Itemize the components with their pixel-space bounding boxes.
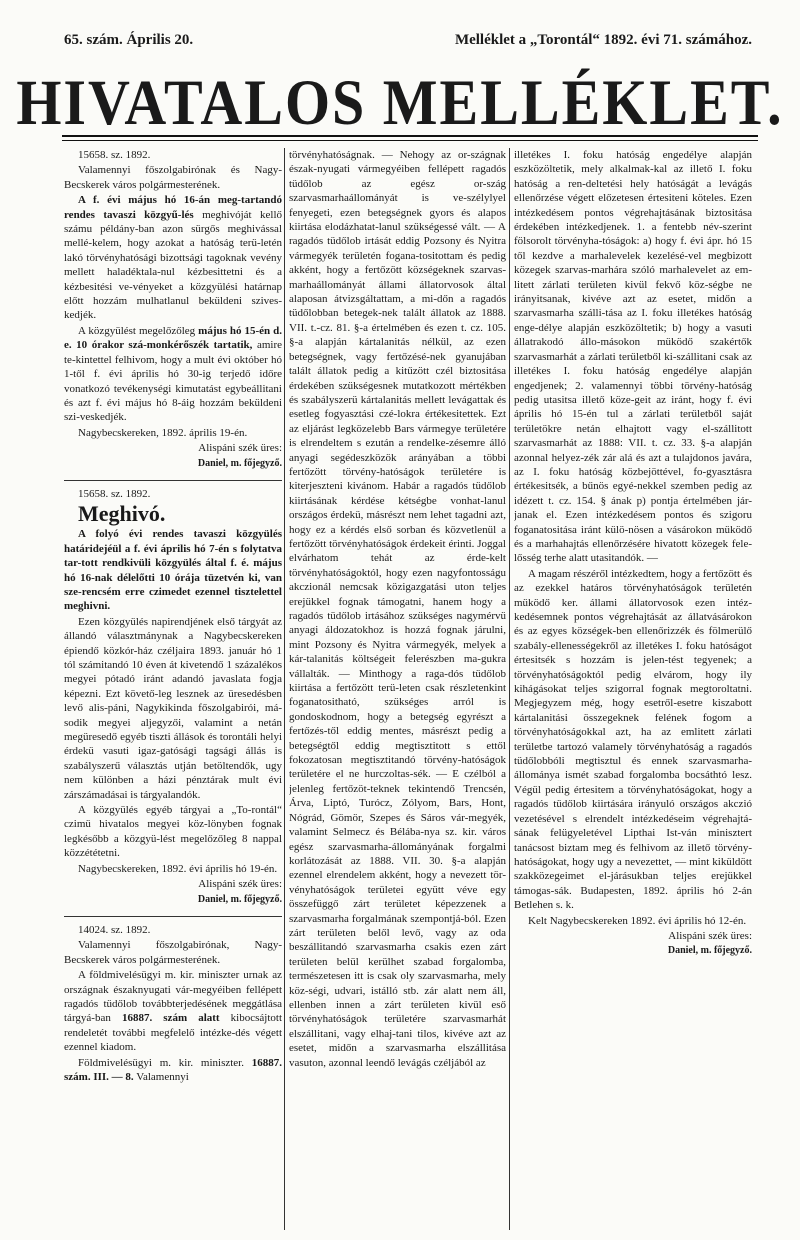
notice-number: 14024. sz. 1892. bbox=[78, 923, 151, 936]
notice-paragraph: Ezen közgyülés napirendjének első tárgyát az állandó választmánynak a Nagybecskereken épiendő közkór-ház czéljaira 1893. január hó 1 tól számitandó 10 éven át kivetendő 1 százalékos megyei pótadó iránt adandó javaslata fogja képezni. Ezt követő-leg lesznek az üresedésben levő alis-páni, Nagykikinda főszolgabirói, má-sodik megyei aljegyzői, valamint a netán megüresedő egyéb tiszti állások és torontáli helyi érdekü vasuti igaz-gatósági tagsági állás is szabályszerű választás utján betöltendők, ugy nem különben a házi pénztárak mult évi zárszámadásai is tárgyalandók. bbox=[64, 615, 282, 801]
masthead-rule bbox=[62, 135, 758, 137]
notice-paragraph: A f. évi május hó 16-án meg-tartandó rendes tavaszi közgyű-lés meghivóját kellő számu példány-ban azon sürgős meghivással mellé-kelem, hogy azokat a hatóság terü-letén lakó törvényhatósági bizottsági tagoknak vevény mellett haladéktala-nul kézbesittetni és a kézbesitési ve-vényeket a közgyülési határnap előtt hozzám mulhatlanul beküldeni szives-kedjék. bbox=[64, 194, 282, 322]
signer-name: Daniel, m. főjegyző. bbox=[197, 893, 282, 905]
notice-paragraph: Földmivelésügyi m. kir. miniszter. 16887. szám. III. — 8. Valamennyi bbox=[64, 1056, 282, 1083]
notice-separator bbox=[64, 480, 282, 481]
notice-number: 15658. sz. 1892. bbox=[78, 487, 151, 500]
column-divider bbox=[509, 148, 510, 1230]
masthead-title: HIVATALOS MELLÉKLET. bbox=[16, 65, 784, 139]
signer-office: Alispáni szék üres: bbox=[668, 929, 752, 942]
notice-title: Meghivó. bbox=[78, 501, 166, 527]
notice-date: Nagybecskereken, 1892. évi április hó 19-én. bbox=[78, 862, 278, 875]
notice-paragraph: A folyó évi rendes tavaszi közgyülés határidejéül a f. évi április hó 7-én s folytatva tar-tott rendkivüli közgyülés által f. é. május hó 16-nak délelőtti 10 órája tüzetvén ki, van sze-rencsém erre czimedet ezennel tisztelettel meghivni. bbox=[64, 528, 282, 613]
column-2 bbox=[289, 148, 506, 1233]
notice-address: Valamennyi főszolgabirónak, Nagy-Becskerek város polgármesterének. bbox=[64, 939, 282, 966]
signer-office: Alispáni szék üres: bbox=[198, 442, 282, 455]
column-divider bbox=[284, 148, 285, 1230]
issue-label: 65. szám. Április 20. bbox=[64, 32, 194, 48]
signer-office: Alispáni szék üres: bbox=[198, 878, 282, 891]
decree-text: A magam részéről intézkedtem, hogy a fertőzött és az ezekkel határos törvényhatóságok területén müködő ker. állami állatorvosok ezen intéz-kedésemnek pontos végrehajtását az állatvásárokon és az egyes községek-ben ellenőrizzék és fölmerülő szabály-ellenességekről az illetékes I. foku hatóságot értesitsék s hozzám is jelen-tést tegyenek; a törvényhatóságoktól pedig elvárom, hogy ily kihágásokat teljes szigorral fognak megtoroltatni. Megjegyzem még, hogy esetről-esetre kiszabott kártalanitási összegeknek felének fogom a törvényhatóságokkal azt, ha az emlitett zárlati területbe tartozó valamely törvényhatóság a ragadós tüdőlobbóli megtisztul és ennek szarvasmarha-állománya ismét szabad forgalomba bocsáthtó lesz. Végül pedig értesitem a törvényhatóságokat, hogy a ragadós tüdőlob kiirtására irányuló országos akczió vezetésével s elrendelt intézkedéseim végrehajtá-sának felügyeletével Lipthai Ist-ván minisztert tanácsost biztam meg és felhivom az illető törvény-hatóságokat, hogy ugy a nevezettet, — mint kiküldött szakközegeimet el-járásukban teljes erejükkel támogas-sák. Budapesten, 1892. április hó 2-án Betlehen s. k. bbox=[514, 567, 752, 912]
supplement-label: Melléklet a „Torontál“ 1892. évi 71. számához. bbox=[454, 32, 752, 48]
notice-paragraph: A földmivelésügyi m. kir. miniszter urnak az országnak északnyugati vár-megyéiben fellépett ragadós tüdőlob továbbterjedésének meggátlása tárgyá-ban 16887. szám alatt kibocsájtott rendeletét további megfelelő intézke-dés végett ezennel kiadom. bbox=[64, 969, 282, 1054]
notice-number: 15658. sz. 1892. bbox=[78, 149, 151, 161]
notice-separator bbox=[64, 916, 282, 917]
notice-date: Kelt Nagybecskereken 1892. évi április hó 12-én. bbox=[528, 914, 747, 927]
decree-text: illetékes I. foku hatóság engedélye alapján eszközöltetik, mely alkalmak-kal az illető I. foku hatóság a ren-deltetési hely hatóságát a levágás ellenőrzése végett előzetesen értesiteni köteles. Ezen intézkedésem pontos végrehajtásának biztositása érdekében intézkedjenek. 1. a fentebb név-szerint fölsorolt törvényha-tóságok: a) hogy f. évi ápr. hó 15 től kezdve a marhalevelek kezelésé-vel megbizott közegek szarvas-marhára szóló marhalevelet az em-litett zárlati területen kivül fekvő köz-ségbe ne irányitsanak, kivéve azt az esetet, midőn a szarvasmarha szálli-tása az I. foku illetékes hatóság enge-délye alapján eszközöltetik; b) hogy a vasuti állatrakodó állo-másokon müködő szakértők szarvasmarhát a zárlati területből ki-szállitani csak az illetékes I. foku hatóság engedélye alapján engedjenek; 2. valamennyi többi törvény-hatóság pedig utasitsa illető köze-geit az iránt, hogy f. évi április hó 15-én tul a zárlati területből saját területökre netán elhajtott vagy el-szállitott szarvasmarhát az 1888: VII. t. cz. 33. §-a alapján azonnal helyez-zék zár alá és azt a tulajdonos javára, az I. foku hatóság közbejöttével, fo-gyasztásra értékesitsék, a bűnös egyé-nekkel szemben pedig az idézett t. cz. 154. § ának p) pontja értelmében jár-janak el. Ezen intézkedésem pontos és szigoru foganatositása iránt külö-nösen a vásárokon müködő és a marhahajtás ellenőrzésére hivatott közegek fele-lősség terhe alatt utasitandók. — bbox=[514, 149, 752, 565]
column-1 bbox=[64, 148, 282, 1233]
notice-date: Nagybecskereken, 1892. április 19-én. bbox=[78, 426, 248, 439]
signer-name: Daniel, m. főjegyző. bbox=[197, 457, 282, 469]
masthead-rule-thin bbox=[62, 140, 758, 141]
signer-name: Daniel, m. főjegyző. bbox=[667, 945, 752, 957]
running-header bbox=[64, 32, 752, 52]
notice-address: Valamennyi főszolgabirónak és Nagy-Becskerek város polgármesterének. bbox=[64, 164, 282, 191]
decree-text: törvényhatóságnak. — Nehogy az or-szágnak észak-nyugati vármegyéiben fellépett ragadós tüdőlob az egész or-szág szarvasmarhaállományát is ve-szélylyel fenyegeti, ezen betegségnek gyors és alapos kiirtása elodázhatat-lanul szükségessé vált. — A ragadós tüdőlob irtását eddig Pozsony és Nyitra vármegyék területén fogana-tositottam és pedig akként, hogy a fertőzött községeknek szarvas-marhaállományát állami állatorvosok által alaposan átvizsgáltattam, a mi-dőn a ragadós tüdőlobban betegek-nek talált állatok az 1888. VII. t.-cz. 81. §-a értelmében és ezen t. cz. 105. §-a alapján kártalanitás nélkül, az ezen betegségnek, vagy fertőzésé-nek gyanujában talált állatok pedig a kitűzött czél biztositása érdekében szükségesnek mutatkozott mértékben és szabályszerü kártalanitás mellett levágattak és esetleg fogyasztási czé-lokra értékesitettek. Ezt az eljárást legközelebb Bars vármegye területére is elrendeltem s ezután a rendelke-zésemre álló anyagi segédeszközök arányában a többi fertőzött törvény-hatóságok területére is kiterjeszteni kivánom. Habár a ragadós tüdőlob kiirtásának kérdése kétségbe vonhat-lanul országos érdekü, másrészt nem lehet tagadni azt, hogy ez a kérdés első sorban és közvetlenül a fertőzött törvényhatóságok érdekeit érinti. Joggal elvárhatom tehát az érde-kelt törvényhatóságoktól, hogy ezen nagyfontosságu akczionál nemcsak közigazgatási uton teljes erejükkel fognak támogatni, hanem hogy a ragadós tüdőlob irtásához szükséges nagymérvü anyagi áldozatokhoz is hozzá fognak járulni, mint Pozsony és Nyitra vármegyék, melyek a kár-talanitás költségeit felerészben ma-gukra vállalták. — Minthogy a raga-dós tüdőlob kiirtása a fertőzött terü-leten csak részletenkint foganatositható, szükséges arról is gondoskodnom, hogy a betegség egyrészt a fertőzés-től eddig mentes, másrészt pedig a betegségtől eddig megtisztitott s ettől fokozatosan megtisztitandó törvény-hatóságok területére el ne hurczoltas-sék. — E czélból a jelenleg fertőzöt-teknek tekintendő Trencsén, Árva, Liptó, Turócz, Zólyom, Bars, Hont, Nógrád, Gömör, Szepes és Sáros vár-megyék, valamint Selmecz és Bélába-nya sz. kir. város egész szarvasmarha-állományának forgalmi korlátozását az 1888. VII. 30. §-a alapján ezennel elrendelem akként, hogy a nevezett tör-vényhatóságok területei együtt véve egy összefüggő zárt területet képezzenek a szarvasmarha forgalmának szempontjá-ból. Ezen zárt területen belől levő, vagy az oda beszállitandó szarvasmarha csakis ezen zárt területen belül kerülhet szabad forgalomba, természetesen itt is csak oly szarvasmarha, mely köz-ségi, udvari, istálló stb. zár alatt nem áll, ellenben innen a zárt területen kivül eső törvényhatóságok területére szarvasmarhát elszállitani, vagy elhaj-tani tilos, kivéve azt az esetet, midőn a szarvasmarha elszállitása vasuton, azonnal leendő levágás czéljából az bbox=[289, 149, 506, 1069]
notice-paragraph: A közgyülés egyéb tárgyai a „To-rontál“ czimü hivatalos megyei köz-lönyben fognak legkésőbb a közgyü-lést megelőzőleg 8 nappal közzététetni. bbox=[64, 804, 282, 860]
notice-paragraph: A közgyülést megelőzőleg május hó 15-én d. e. 10 órakor szá-monkérőszék tartatik, amire te-kintettel felhivom, hogy a mult évi október hó 1-től f. évi április hó 30-ig terjedő időre vonatkozó tevékenységi kimutatást egybeállitani és azt f. évi május hó 8-áig hozzám beküldeni szi-veskedjék. bbox=[64, 324, 282, 424]
column-3 bbox=[514, 148, 752, 1233]
